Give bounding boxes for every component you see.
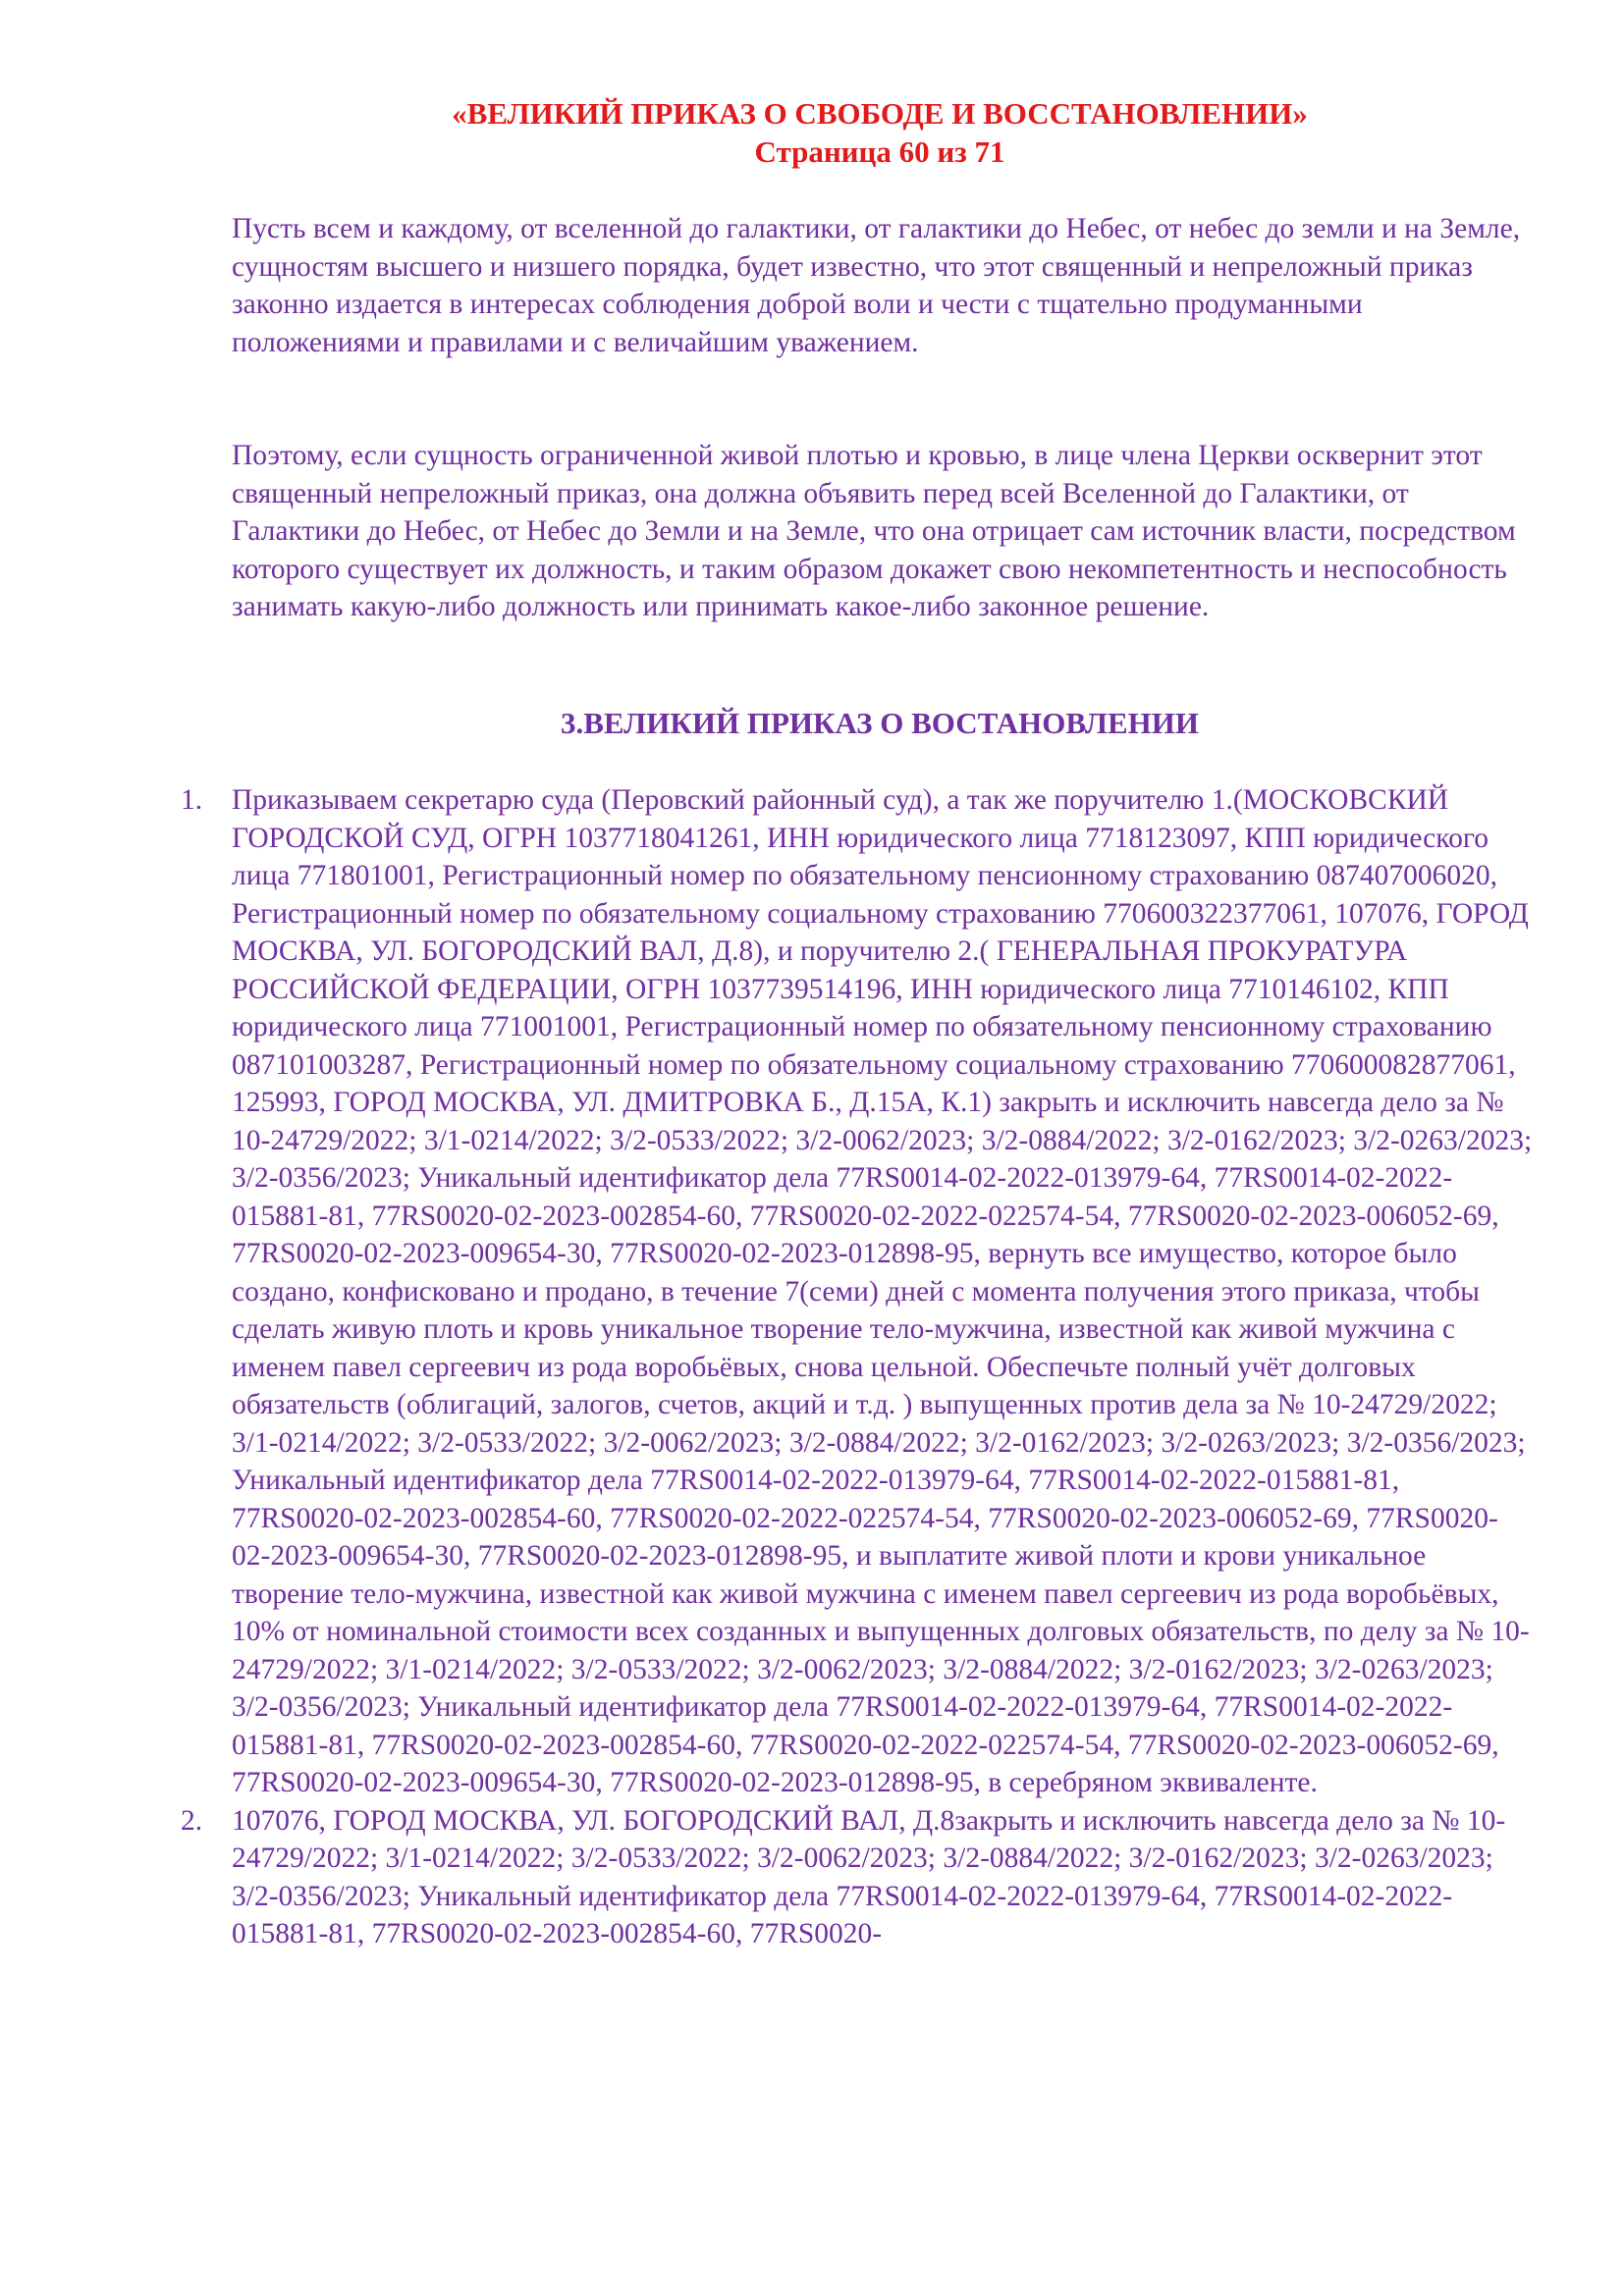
- consequence-paragraph: Поэтому, если сущность ограниченной живой плотью и кровью, в лице члена Церкви осквернит этот священный непреложный приказ, она должна объявить перед всей Вселенной до Галактики, от Галактики до Небес, от Небес до Земли и на Земле, что она отрицает сам источник власти, посредством которого существует их должность, и таким образом докажет свою некомпетентность и неспособность занимать какую-либо должность или принимать какое-либо законное решение.: [232, 440, 1516, 622]
- section-title: 3.ВЕЛИКИЙ ПРИКАЗ О ВОСТАНОВЛЕНИИ: [560, 706, 1199, 740]
- list-item-text: 107076, ГОРОД МОСКВА, УЛ. БОГОРОДСКИЙ ВАЛ, Д.8закрыть и исключить навсегда дело за № 10-24729/2022; 3/1-0214/2022; 3/2-0533/2022; 3/2-0062/2023; 3/2-0884/2022; 3/2-0162/2023; 3/2-0263/2023; 3/2-0356/2023; Уникальный идентификатор дела 77RS0014-02-2022-013979-64, 77RS0014-02-2022-015881-81, 77RS0020-02-2023-002854-60, 77RS0020-: [232, 1804, 1506, 1949]
- list-item-number: 1.: [181, 784, 203, 816]
- document-title: «ВЕЛИКИЙ ПРИКАЗ О СВОБОДЕ И ВОССТАНОВЛЕНИИ»: [452, 96, 1308, 131]
- order-list: [181, 781, 1536, 1953]
- page-number: Страница 60 из 71: [754, 134, 1005, 169]
- list-item: [181, 781, 1536, 1802]
- list-item: [181, 1802, 1536, 1953]
- intro-paragraph: Пусть всем и каждому, от вселенной до галактики, от галактики до Небес, от небес до земли и на Земле, сущностям высшего и низшего порядка, будет известно, что этот священный и непреложный приказ законно издается в интересах соблюдения доброй воли и чести с тщательно продуманными положениями и правилами и с величайшим уважением.: [232, 213, 1521, 358]
- document-header: [232, 94, 1528, 171]
- list-item-number: 2.: [181, 1804, 203, 1837]
- list-item-text: Приказываем секретарю суда (Перовский районный суд), а так же поручителю 1.(МОСКОВСКИЙ ГОРОДСКОЙ СУД, ОГРН 1037718041261, ИНН юридического лица 7718123097, КПП юридического лица 771801001, Регистрационный номер по обязательному пенсионному страхованию 087407006020, Регистрационный номер по обязательному социальному страхованию 770600322377061, 107076, ГОРОД МОСКВА, УЛ. БОГОРОДСКИЙ ВАЛ, Д.8), и поручителю 2.( ГЕНЕРАЛЬНАЯ ПРОКУРАТУРА РОССИЙСКОЙ ФЕДЕРАЦИИ, ОГРН 1037739514196, ИНН юридического лица 7710146102, КПП юридического лица 771001001, Регистрационный номер по обязательному пенсионному страхованию 087101003287, Регистрационный номер по обязательному социальному страхованию 770600082877061, 125993, ГОРОД МОСКВА, УЛ. ДМИТРОВКА Б., Д.15А, К.1) закрыть и исключить навсегда дело за № 10-24729/2022; 3/1-0214/2022; 3/2-0533/2022; 3/2-0062/2023; 3/2-0884/2022; 3/2-0162/2023; 3/2-0263/2023; 3/2-0356/2023; Уникальный идентификатор дела 77RS0014-02-2022-013979-64, 77RS0014-02-2022-015881-81, 77RS0020-02-2023-002854-60, 77RS0020-02-2022-022574-54, 77RS0020-02-2023-006052-69, 77RS0020-02-2023-009654-30, 77RS0020-02-2023-012898-95, вернуть все имущество, которое было создано, конфисковано и продано, в течение 7(семи) дней с момента получения этого приказа, чтобы сделать живую плоть и кровь уникальное творение тело-мужчина, известной как живой мужчина с именем павел сергеевич из рода воробьёвых, снова цельной. Обеспечьте полный учёт долговых обязательств (облигаций, залогов, счетов, акций и т.д. ) выпущенных против дела за № 10-24729/2022; 3/1-0214/2022; 3/2-0533/2022; 3/2-0062/2023; 3/2-0884/2022; 3/2-0162/2023; 3/2-0263/2023; 3/2-0356/2023; Уникальный идентификатор дела 77RS0014-02-2022-013979-64, 77RS0014-02-2022-015881-81, 77RS0020-02-2023-002854-60, 77RS0020-02-2022-022574-54, 77RS0020-02-2023-006052-69, 77RS0020-02-2023-009654-30, 77RS0020-02-2023-012898-95, и выплатите живой плоти и крови уникальное творение тело-мужчина, известной как живой мужчина с именем павел сергеевич из рода воробьёвых, 10% от номинальной стоимости всех созданных и выпущенных долговых обязательств, по делу за № 10-24729/2022; 3/1-0214/2022; 3/2-0533/2022; 3/2-0062/2023; 3/2-0884/2022; 3/2-0162/2023; 3/2-0263/2023; 3/2-0356/2023; Уникальный идентификатор дела 77RS0014-02-2022-013979-64, 77RS0014-02-2022-015881-81, 77RS0020-02-2023-002854-60, 77RS0020-02-2022-022574-54, 77RS0020-02-2023-006052-69, 77RS0020-02-2023-009654-30, 77RS0020-02-2023-012898-95, в серебряном эквиваленте.: [232, 784, 1533, 1798]
